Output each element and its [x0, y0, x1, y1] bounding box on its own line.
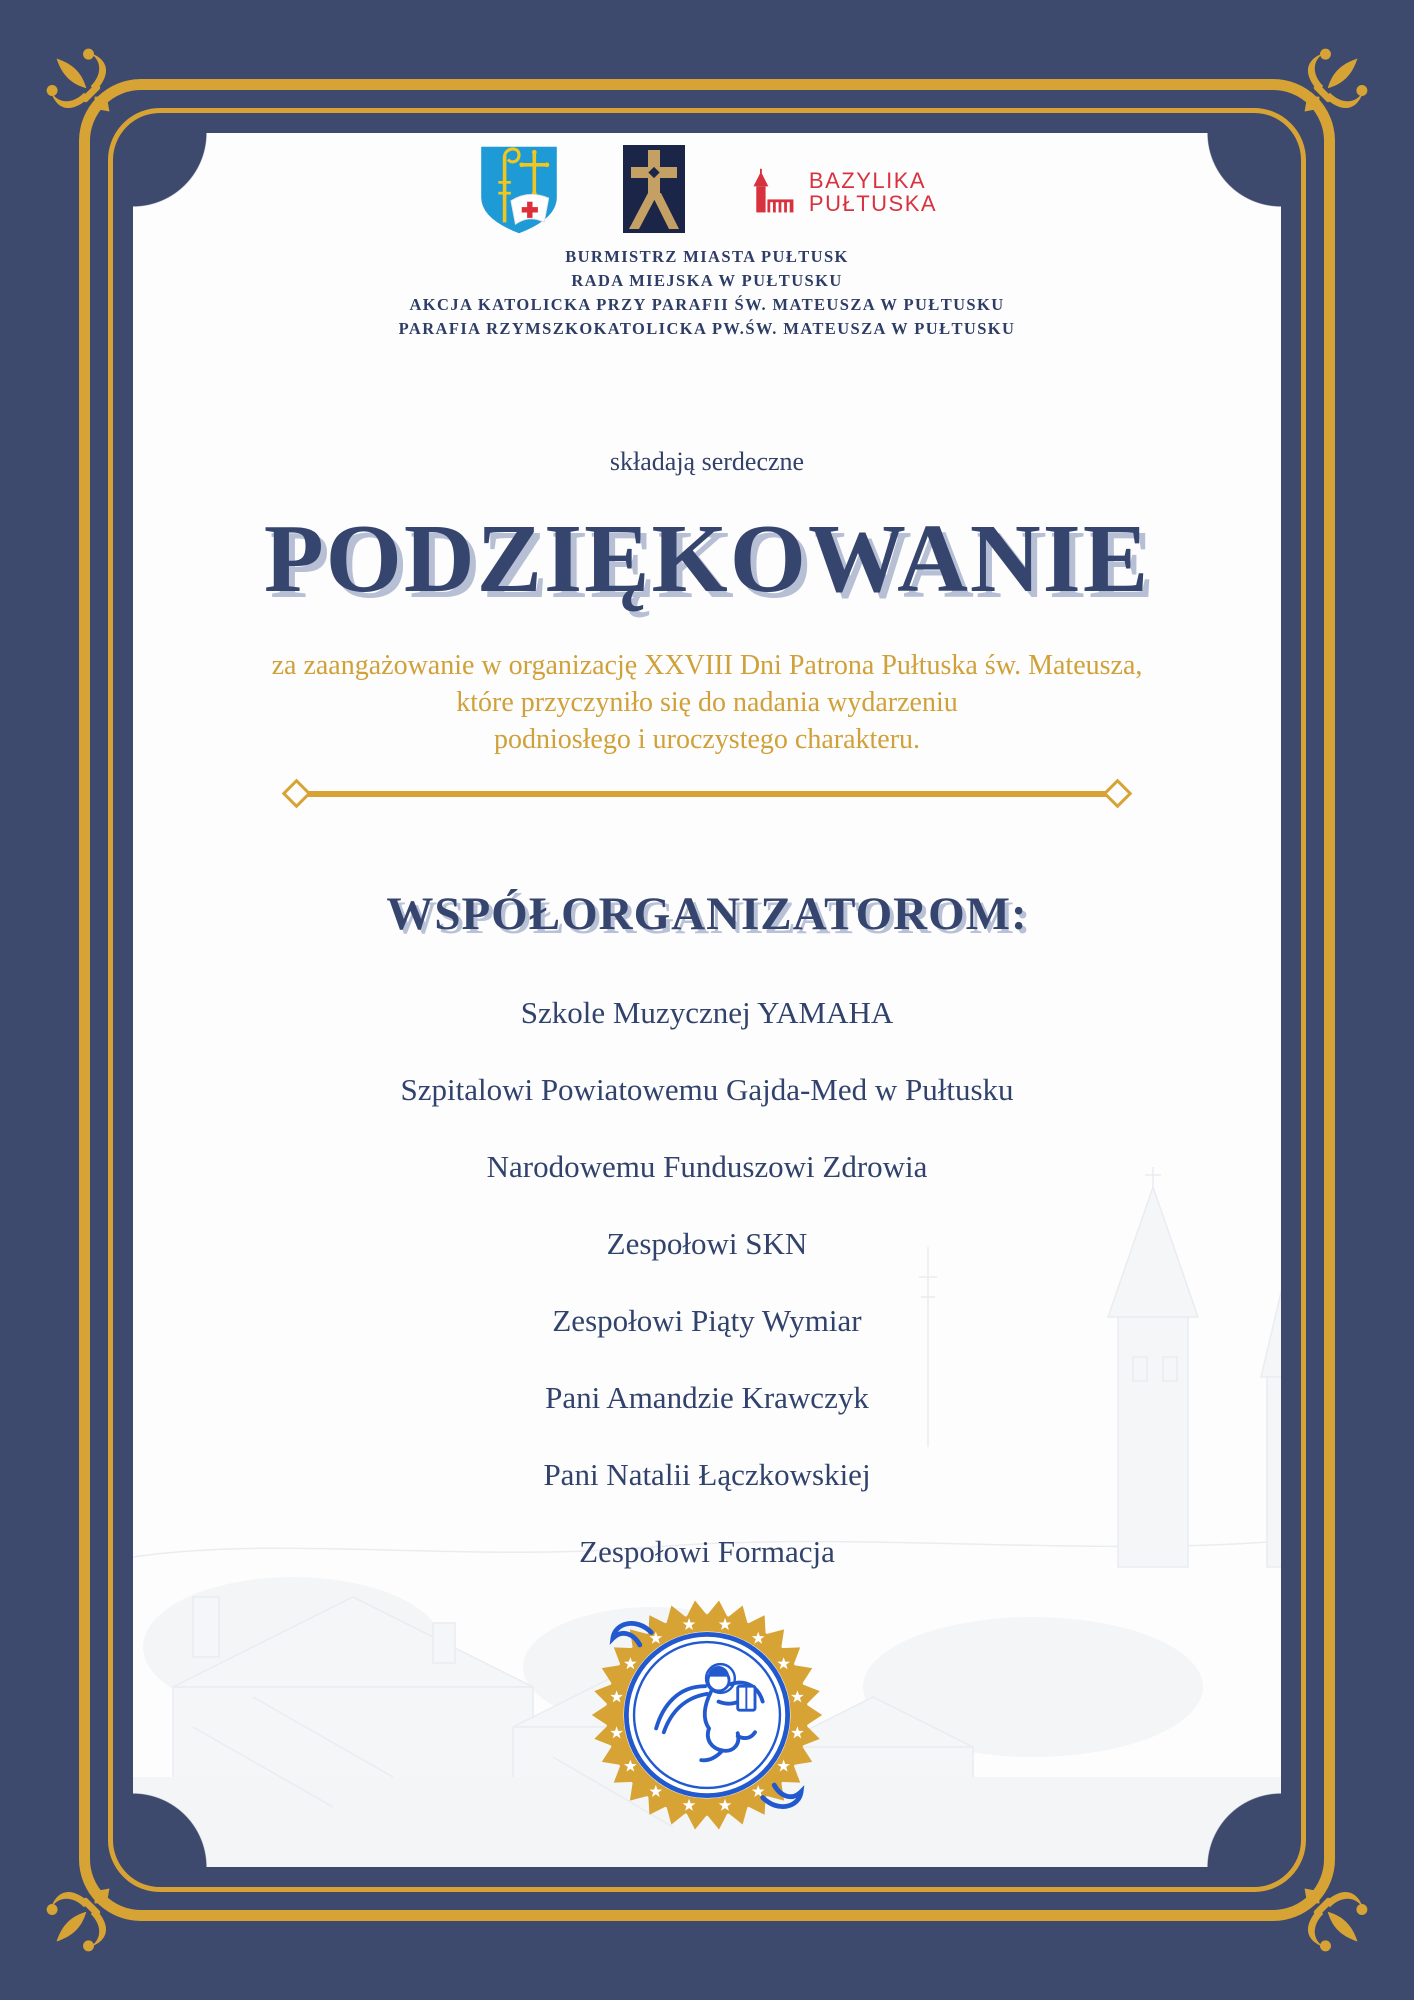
recipients-list — [133, 993, 1281, 1572]
organizer-line: AKCJA KATOLICKA PRZY PARAFII ŚW. MATEUSZA W PUŁTUSKU — [409, 295, 1005, 314]
diamond-icon — [282, 779, 312, 809]
bazylika-logo-text — [809, 169, 937, 215]
organizer-line: RADA MIEJSKA W PUŁTUSKU — [571, 271, 843, 290]
recipient-item: Zespołowi Piąty Wymiar — [552, 1303, 862, 1338]
recipients-heading: WSPÓŁORGANIZATOROM: — [386, 888, 1028, 940]
recipient-item: Szpitalowi Powiatowemu Gajda-Med w Pułtusku — [400, 1072, 1014, 1107]
lead-in-text: składają serdeczne — [609, 447, 805, 476]
dedication-text — [133, 647, 1281, 758]
bazylika-pultuska-logo — [747, 167, 937, 217]
certificate-title: PODZIĘKOWANIE — [263, 505, 1151, 613]
gold-divider — [133, 783, 1281, 804]
recipient-item: Narodowemu Funduszowi Zdrowia — [486, 1149, 928, 1184]
organizer-line: PARAFIA RZYMSZKOKATOLICKA PW.ŚW. MATEUSZA W PUŁTUSKU — [398, 319, 1016, 338]
recipient-item: Zespołowi SKN — [606, 1226, 808, 1261]
recipient-item: Zespołowi Formacja — [579, 1534, 835, 1569]
logo-row — [133, 145, 1281, 235]
bazylika-line1: BAZYLIKA — [808, 168, 927, 193]
organizer-line: BURMISTRZ MIASTA PUŁTUSK — [565, 247, 849, 266]
recipient-item: Szkole Muzycznej YAMAHA — [520, 995, 894, 1030]
akcja-katolicka-logo — [623, 145, 685, 233]
diamond-icon — [1103, 779, 1133, 809]
organizers-block — [133, 245, 1281, 341]
certificate-page — [133, 133, 1281, 1867]
recipient-item: Pani Natalii Łączkowskiej — [543, 1457, 871, 1492]
st-matthew-angel-seal-icon — [587, 1595, 827, 1835]
dedication-line: za zaangażowanie w organizację XXVIII Dni Patrona Pułtuska św. Mateusza, — [271, 650, 1143, 681]
recipient-item: Pani Amandzie Krawczyk — [545, 1380, 869, 1415]
basilica-icon — [747, 167, 799, 217]
dedication-line: które przyczyniło się do nadania wydarzeniu — [456, 687, 958, 718]
bazylika-line2: PUŁTUSKA — [808, 191, 938, 216]
divider-line — [307, 791, 1107, 797]
dedication-line: podniosłego i uroczystego charakteru. — [493, 724, 921, 755]
pultusk-coat-of-arms-logo — [477, 145, 561, 235]
